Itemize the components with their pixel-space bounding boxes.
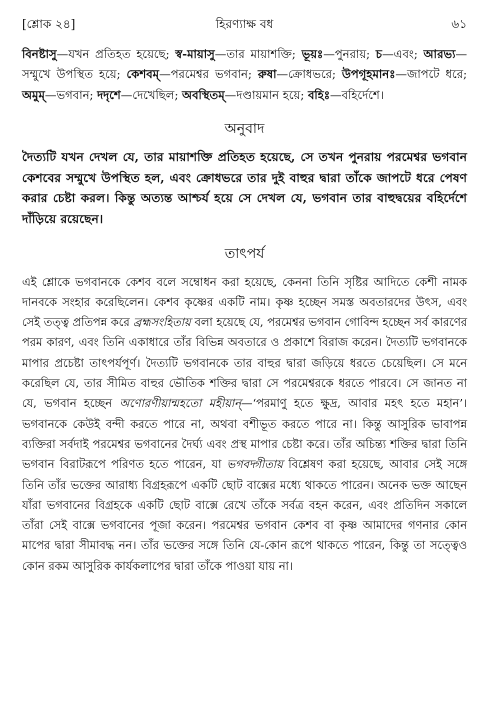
synonym-meaning: বহির্দেশে। [341,87,384,102]
chapter-title: হিরণ্যাক্ষ বধ [215,17,274,31]
synonym-term: অমুম্ [22,87,45,102]
synonym-meaning: তার মায়াশক্তি; [226,47,296,61]
synonym-term: বিনষ্টাসু [22,47,57,61]
synonym-meaning: সম্মুখে উপস্থিত হয়ে; [22,67,121,82]
purport-heading: তাৎপর্য [224,245,265,262]
synonym-meaning: যখন প্রতিহত হয়েছে; [68,47,170,61]
purport-segment: এই শ্লোকে ভগবানকে কেশব বলে সম্বোধন করা হয়েছে, কেননা তিনি সৃষ্টির আদিতে কেশী নামক দানবকে সংহার করেছিলেন। কেশব কৃষ্ণের একটি নাম। কৃষ্ণ হচ্ছেন সমস্ত অবতারদের উৎস, এবং সেই তত্ত্ব প্রতিপন্ন করে [22,274,467,330]
synonym-term: দদৃশে [97,87,121,102]
purport-segment: বলা হয়েছে যে, পরমেশ্বর ভগবান গোবিন্দ হচ্ছেন সর্ব কারণের পরম কারণ, এবং তিনি একাধারে তাঁর বিভিন্ন অবতারে ও প্রকাশে বিরাজ করেন। দৈত্যটি ভগবানকে মাপার প্রচেষ্টা তাৎপর্যপূর্ণ। দৈত্যটি ভগবানকে তার বাহুর দ্বারা জড়িয়ে ধরতে চেয়েছিল। সে মনে করেছিল যে, তার সীমিত বাহুর ভৌতিক শক্তির দ্বারা সে পরমেশ্বরকে ধরতে পারবে। সে জানত না যে, ভগবান হচ্ছেন [22,315,467,411]
translation-heading: অনুবাদ [224,121,265,138]
synonym-term: বহিঃ [307,87,331,102]
purport-segment: —‘পরমাণু হতে ক্ষুদ্র, আবার মহৎ হতে মহান’। ভগবানকে কেউই বন্দী করতে পারে না, অথবা বশীভূত করতে পারে না। কিন্তু আসুরিক ভাবাপন্ন ব্যক্তিরা সর্বদাই পরমেশ্বর ভগবানের দৈর্ঘ্য এবং প্রস্থ মাপার চেষ্টা করে। তাঁর অচিন্ত্য শক্তির দ্বারা তিনি ভগবান বিরাটরূপে পরিণত হতে পারেন, যা [22,396,468,472]
sanskrit-quote: অণোরণীয়ান্মহতো মহীয়ান্ [119,396,242,411]
scripture-title: ভগবদ্গীতায় [226,457,283,472]
page-number: ৬১ [451,17,467,31]
verse-reference: [শ্লোক ২৪] [22,17,76,31]
running-header [22,12,467,34]
synonym-meaning: ক্রোধভরে; [288,67,336,82]
synonym-term: স্ব-মায়াসু [175,47,215,61]
synonym-term: অবস্থিতম্ [182,87,225,102]
synonym-meaning: দেখেছিল; [132,87,179,102]
synonym-term: চ [375,47,383,61]
synonym-term: রুষা [257,67,277,82]
purport-text [22,272,467,576]
synonym-meaning: পুনরায়; [334,47,371,61]
synonym-term: উপগূহমানঃ [341,67,396,82]
synonym-meaning: দণ্ডায়মান হয়ে; [236,87,305,102]
synonym-term: ভূয়ঃ [301,47,324,61]
purport-segment: বিশ্লেষণ করা হয়েছে, আবার সেই সঙ্গে তিনি তাঁর ভক্তের আরাধ্য বিগ্রহরূপে একটি ছোট বাক্সের মধ্যে থাকতে পারেন। অনেক ভক্ত আছেন যাঁরা ভগবানের বিগ্রহকে একটি ছোট বাক্সে রেখে তাঁকে সর্বত্র বহন করেন, এবং প্রতিদিন সকালে তাঁরা সেই বাক্সে ভগবানের পূজা করেন। পরমেশ্বর ভগবান কেশব বা কৃষ্ণ আমাদের গণনার কোন মাপের দ্বারা সীমাবদ্ধ নন। তাঁর ভক্তের সঙ্গে তিনি যে-কোন রূপে থাকতে পারেন, কিন্তু তা সত্ত্বেও কোন রকম আসুরিক কার্যকলাপের দ্বারা তাঁকে পাওয়া যায় না। [22,457,468,573]
scripture-title: ব্রহ্মসংহিতায় [133,315,191,330]
synonyms-paragraph: বিনষ্টাসু—যখন প্রতিহত হয়েছে; স্ব-মায়াসু—তার মায়াশক্তি; ভূয়ঃ—পুনরায়; চ—এবং; আরভ্য—সম্মুখে উপস্থিত হয়ে; কেশবম্—পরমেশ্বর ভগবান; রুষা—ক্রোধভরে; উপগূহমানঃ—জাপটে ধরে; অমুম্—ভগবান; দদৃশে—দেখেছিল; অবস্থিতম্—দণ্ডায়মান হয়ে; বহিঃ—বহির্দেশে। [22,47,468,102]
synonym-meaning: ভগবান; [56,87,94,102]
synonym-term: কেশবম্ [126,67,160,82]
synonym-term: আরভ্য [423,47,456,61]
synonym-meaning: পরমেশ্বর ভগবান; [170,67,252,82]
synonym-meaning: জাপটে ধরে; [407,67,467,82]
translation-text: দৈত্যটি যখন দেখল যে, তার মায়াশক্তি প্রতিহত হয়েছে, সে তখন পুনরায় পরমেশ্বর ভগবান কেশবের সম্মুখে উপস্থিত হল, এবং ক্রোধভরে তার দুই বাহুর দ্বারা তাঁকে জাপটে ধরে পেষণ করার চেষ্টা করল। কিন্তু অত্যন্ত আশ্চর্য হয়ে সে দেখল যে, ভগবান তার বাহুদ্বয়ের বহির্দেশে দাঁড়িয়ে রয়েছেন। [22,150,467,226]
synonym-meaning: এবং; [393,47,418,61]
